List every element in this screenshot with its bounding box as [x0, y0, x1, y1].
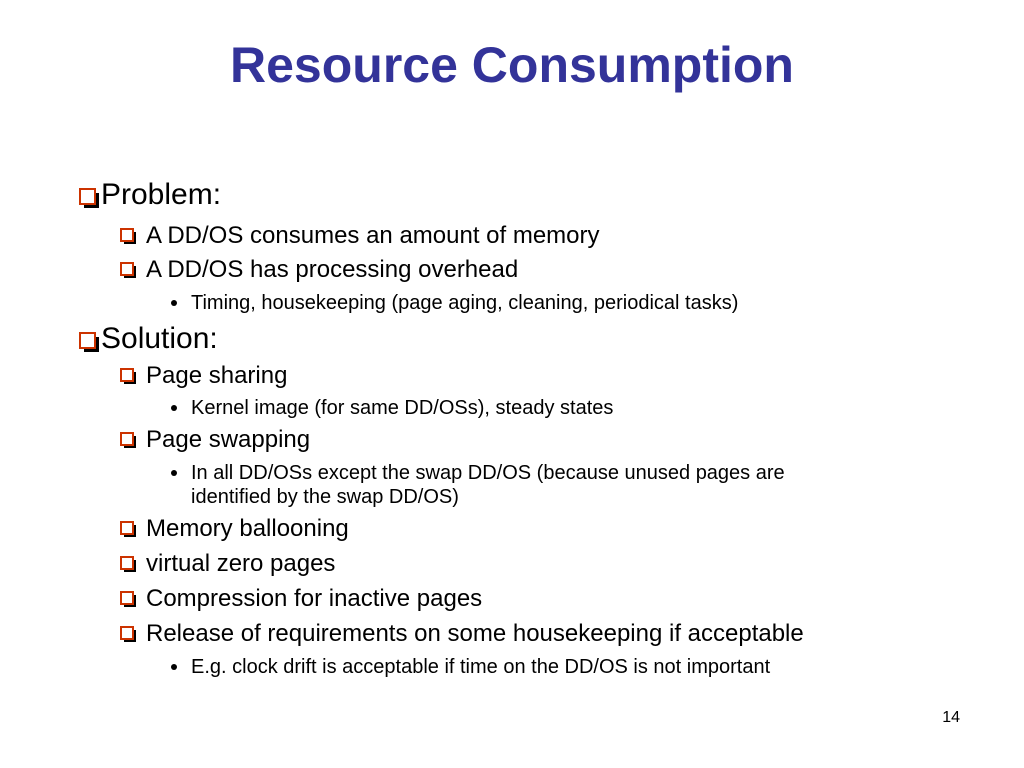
- bullet-text: Memory ballooning: [146, 515, 349, 542]
- bullet-text: Kernel image (for same DD/OSs), steady states: [191, 397, 614, 419]
- bullet-text: A DD/OS consumes an amount of memory: [146, 222, 600, 249]
- checkbox-bullet-icon: [120, 228, 134, 242]
- bullet-text: In all DD/OSs except the swap DD/OS (because unused pages are: [191, 462, 785, 484]
- slide-title: Resource Consumption: [230, 37, 794, 93]
- checkbox-bullet-icon: [120, 521, 134, 535]
- bullet-text: Timing, housekeeping (page aging, cleaning, periodical tasks): [191, 292, 739, 314]
- checkbox-bullet-icon: [120, 432, 134, 446]
- checkbox-bullet-icon: [120, 368, 134, 382]
- checkbox-bullet-icon: [120, 262, 134, 276]
- bullet-text: E.g. clock drift is acceptable if time on the DD/OS is not important: [191, 656, 771, 678]
- checkbox-bullet-icon: [120, 591, 134, 605]
- bullet-text: Problem:: [101, 178, 222, 211]
- checkbox-bullet-icon: [120, 556, 134, 570]
- bullet-text: A DD/OS has processing overhead: [146, 256, 519, 283]
- bullet-text: Page sharing: [146, 362, 288, 389]
- dot-bullet-icon: [171, 300, 177, 306]
- bullet-text: identified by the swap DD/OS): [191, 486, 459, 508]
- dot-bullet-icon: [171, 470, 177, 476]
- bullet-text: virtual zero pages: [146, 550, 336, 577]
- checkbox-bullet-icon: [120, 626, 134, 640]
- bullet-text: Compression for inactive pages: [146, 585, 483, 612]
- checkbox-bullet-icon: [79, 332, 96, 349]
- dot-bullet-icon: [171, 405, 177, 411]
- bullet-text: Solution:: [101, 322, 218, 355]
- bullet-text: Release of requirements on some housekeeping if acceptable: [146, 620, 804, 647]
- checkbox-bullet-icon: [79, 188, 96, 205]
- bullet-text: Page swapping: [146, 426, 311, 453]
- slide-number: 14: [942, 709, 960, 726]
- dot-bullet-icon: [171, 664, 177, 670]
